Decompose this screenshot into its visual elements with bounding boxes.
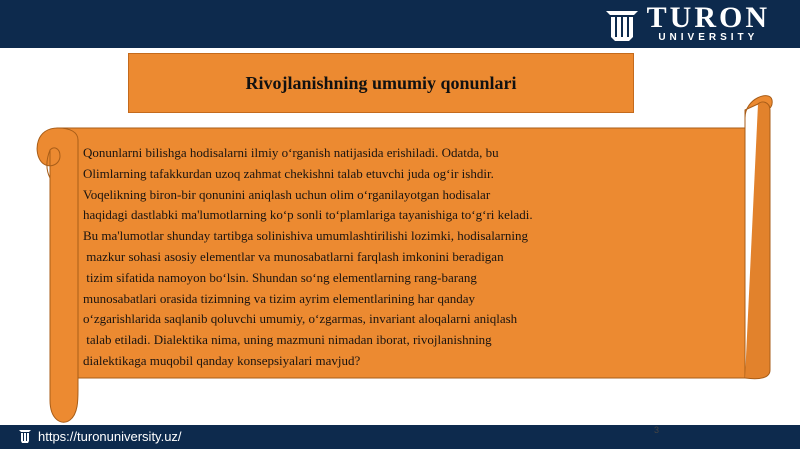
body-line: Olimlarning tafakkurdan uzoq zahmat chekishni talab etuvchi juda og‘ir ishdir. (83, 165, 494, 181)
body-line: o‘zgarishlarida saqlanib qoluvchi umumiy, o‘zgarmas, invariant aloqalarni aniqlash (83, 311, 518, 327)
page-number: 3 (654, 425, 660, 435)
body-line: talab etiladi. Dialektika nima, uning mazmuni nimadan iborat, rivojlanishning (83, 332, 492, 348)
scroll-left-roll (37, 128, 78, 422)
body-line: Voqelikning biron-bir qonunini aniqlash uchun olim o‘rganilayotgan hodisalar (83, 186, 491, 202)
turon-columns-icon (18, 428, 32, 444)
logo-word: TURON (646, 1, 770, 34)
slide-title: Rivojlanishning umumiy qonunlari (245, 72, 517, 93)
footer-link[interactable] (18, 428, 182, 444)
body-line: mazkur sohasi asosiy elementlar va munosabatlarni farqlash imkonini beradigan (83, 248, 504, 264)
body-line: munosabatlari orasida tizimning va tizim ayrim elementlarining har qanday (83, 290, 476, 306)
body-line: Qonunlarni bilishga hodisalarni ilmiy o‘rganish natijasida erishiladi. Odatda, bu (83, 145, 499, 160)
body-line: tizim sifatida namoyon bo‘lsin. Shundan so‘ng elementlarning rang-barang (83, 269, 477, 285)
footer-bar (0, 425, 800, 449)
slide-body-text (83, 143, 623, 372)
logo-subtitle: UNIVERSITY (658, 32, 759, 43)
body-line: Bu ma'lumotlar shunday tartibga solinishiva umumlashtirilishi lozimki, hodisalarning (83, 228, 529, 244)
body-line: haqidagi dastlabki ma'lumotlarning ko‘p sonli to‘plamlariga tayanishiga to‘g‘ri keladi. (83, 207, 533, 223)
body-line: dialektikaga muqobil qanday konsepsiyalari mavjud? (83, 352, 361, 368)
footer-url[interactable]: https://turonuniversity.uz/ (38, 428, 182, 444)
